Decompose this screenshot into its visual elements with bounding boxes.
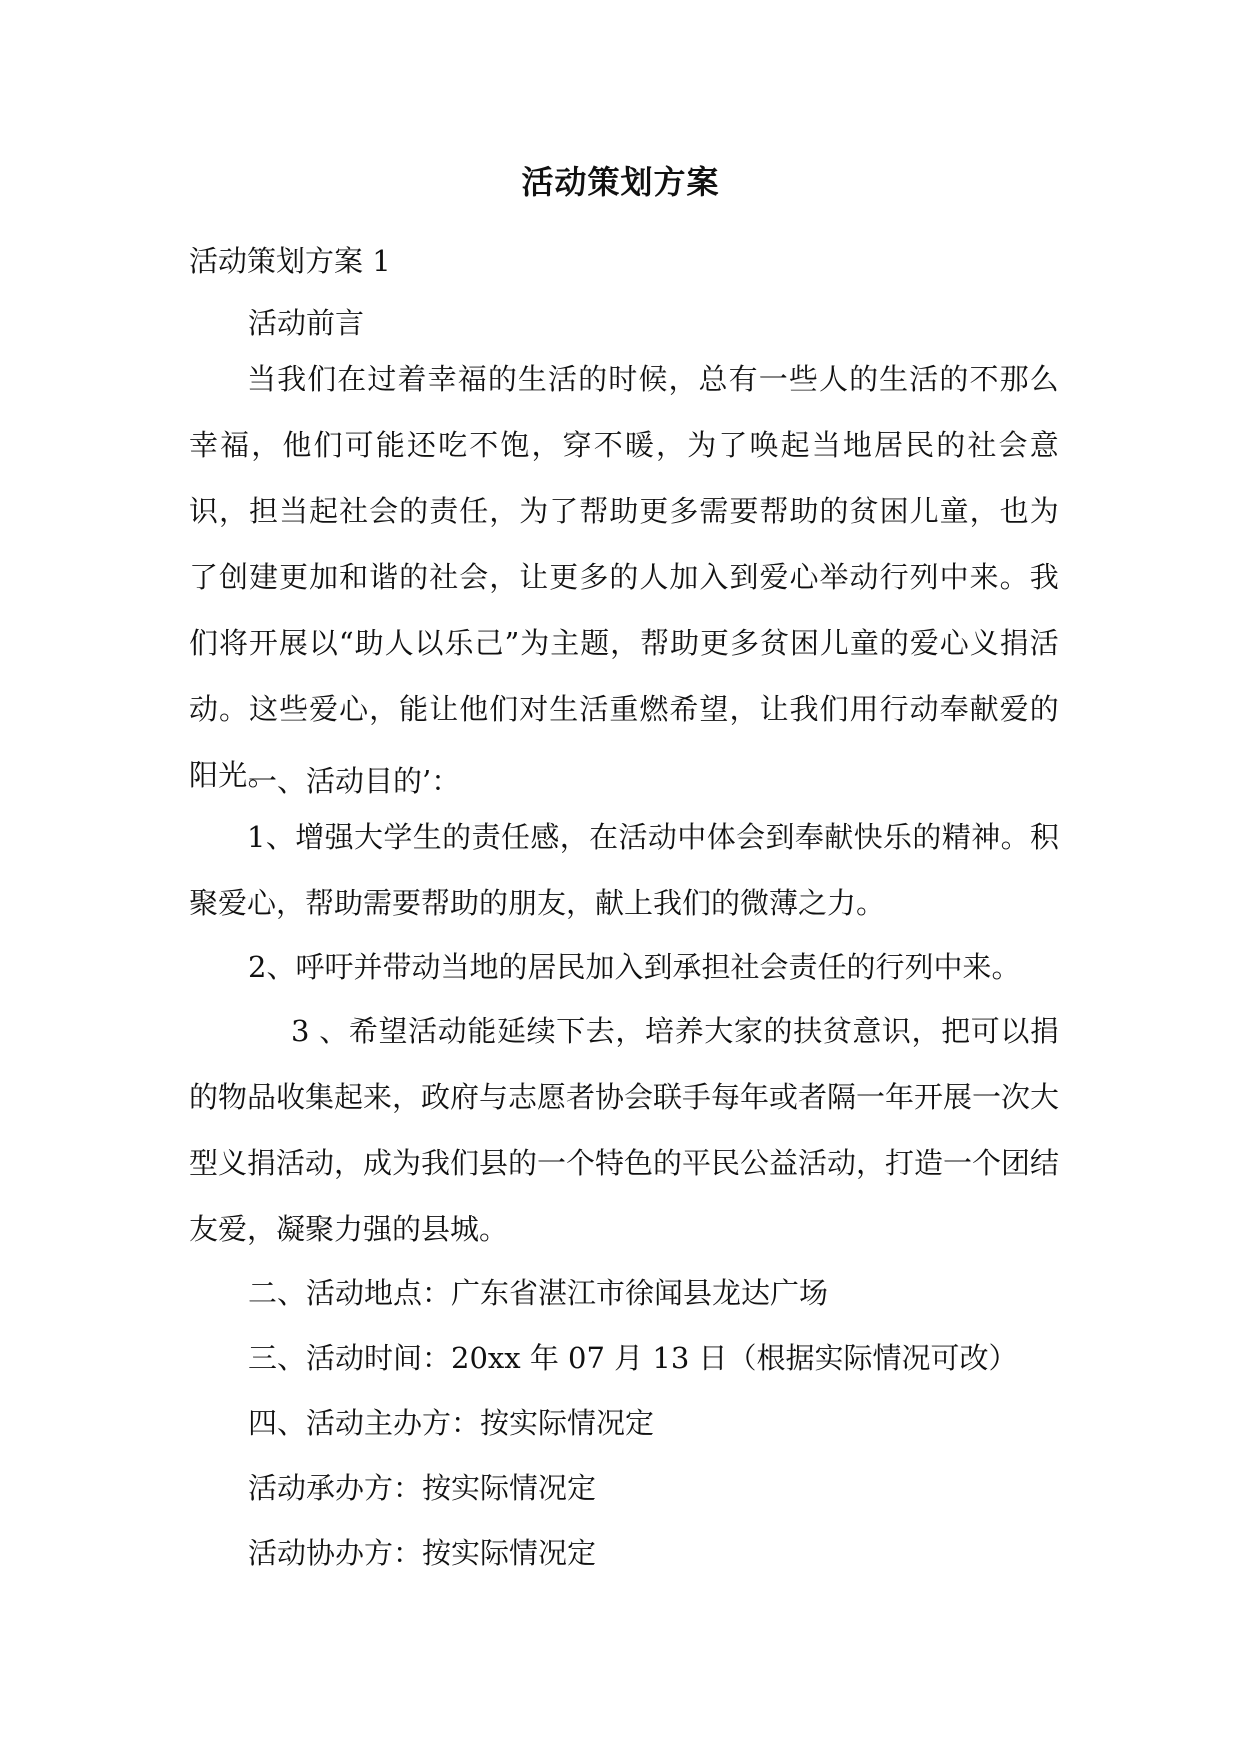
activity-place: 二、活动地点：广东省湛江市徐闻县龙达广场 [248,1276,829,1310]
document-title: 活动策划方案 [521,163,720,201]
activity-time: 三、活动时间：20xx 年 07 月 13 日（根据实际情况可改） [248,1341,1018,1375]
activity-organizer: 活动承办方：按实际情况定 [248,1471,597,1505]
activity-host: 四、活动主办方：按实际情况定 [248,1406,655,1440]
intro-paragraph: 当我们在过着幸福的生活的时候，总有一些人的生活的不那么幸福，他们可能还吃不饱，穿不暖，为了唤起当地居民的社会意识，担当起社会的责任，为了帮助更多需要帮助的贫困儿童，也为了创建更加和谐的社会，让更多的人加入到爱心举动行列中来。我们将开展以“助人以乐己”为主题，帮助更多贫困儿童的爱心义捐活动。这些爱心，能让他们对生活重燃希望，让我们用行动奉献爱的阳光。 [189,362,1059,792]
intro-heading: 活动前言 [248,306,365,340]
goal-item-1: 1、增强大学生的责任感，在活动中体会到奉献快乐的精神。积聚爱心，帮助需要帮助的朋友，献上我们的微薄之力。 [189,820,1059,920]
goal-item-3: 3 、希望活动能延续下去，培养大家的扶贫意识，把可以捐的物品收集起来，政府与志愿者协会联手每年或者隔一年开展一次大型义捐活动，成为我们县的一个特色的平民公益活动，打造一个团结友爱，凝聚力强的县城。 [189,1014,1060,1246]
activity-co-organizer: 活动协办方：按实际情况定 [248,1536,597,1570]
goals-heading: 一、活动目的’： [248,764,461,798]
section-heading: 活动策划方案 1 [189,244,391,278]
goal-item-2: 2、呼吁并带动当地的居民加入到承担社会责任的行列中来。 [248,950,1021,984]
